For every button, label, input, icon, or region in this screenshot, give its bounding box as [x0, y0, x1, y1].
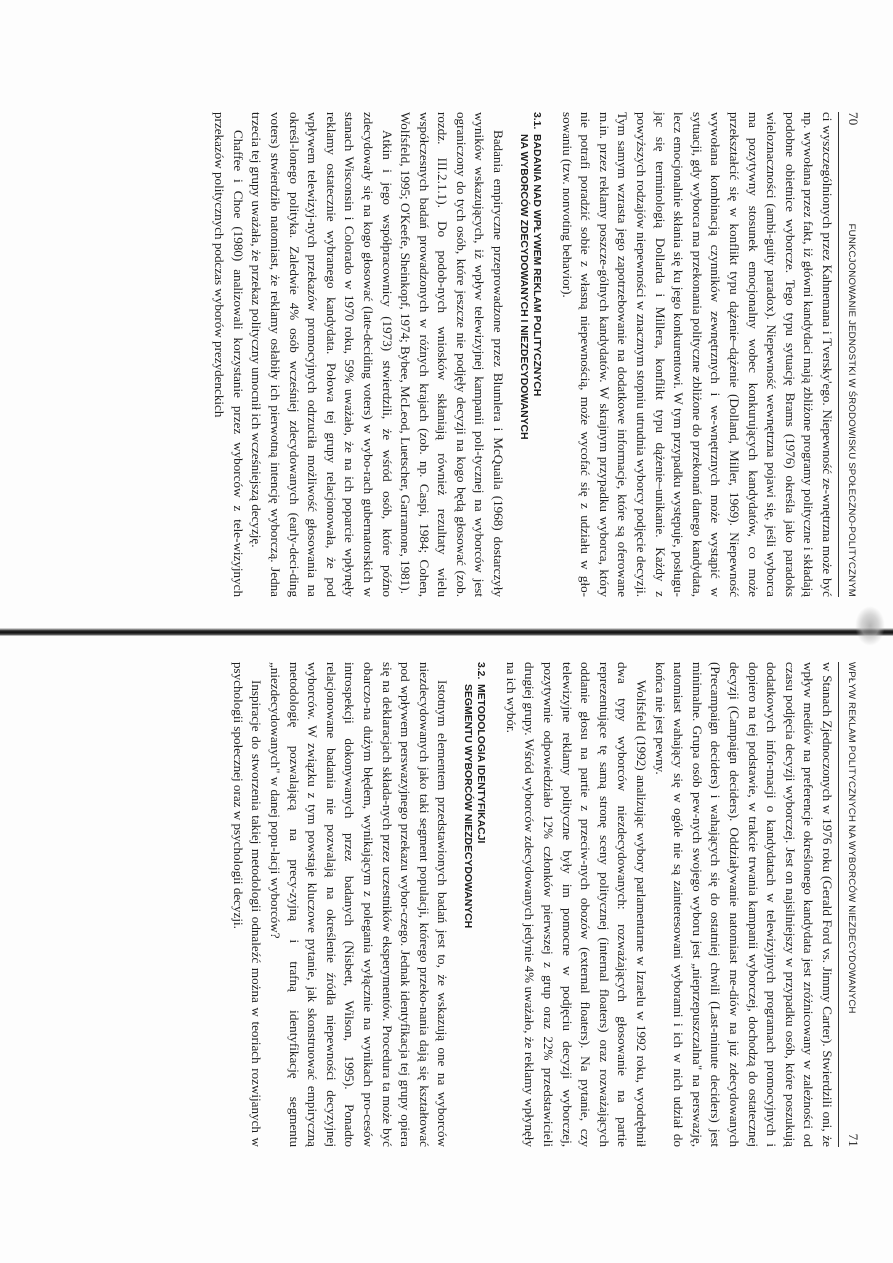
- section-heading-3-2: [461, 662, 487, 1147]
- section-title-line-1: METODOLOGIA IDENTYFIKACJI: [475, 684, 487, 844]
- page-71: [121, 662, 861, 1147]
- right-paragraph-4: Inspiracje do stworzenia takiej metodologii odnaleźć można w teoriach rozwijanych w psychologii społecznej oraz w psychologii decyzji.: [230, 662, 265, 1147]
- section-title-line-2: SEGMENTU WYBORCÓW NIEZDECYDOWANYCH: [462, 684, 474, 929]
- page-number-left: 70: [846, 112, 861, 126]
- section-title-line-1: BADANIA NAD WPŁYWEM REKLAM POLITYCZNYCH: [531, 134, 543, 397]
- section-number: 3.2.: [475, 662, 487, 680]
- page-number-right: 71: [846, 1133, 861, 1147]
- section-title-line-2: NA WYBORCÓW ZDECYDOWANYCH I NIEZDECYDOWANYCH: [518, 134, 530, 440]
- left-paragraph-1: ci wyszczególnionych przez Kahnemana i Tversky'ego. Niepewność ze-wnętrzna może być np. wywołana przez fakt, iż główni kandydaci mają zbliżone programy polityczne i składają podobne obietnice wyborcze. Tego typu sytuację Brams (1976) określa jako paradoks wieloznaczności (ambi-guity paradox). Niepewność wewnętrzna pojawi się, jeśli wyborca ma pozytywny stosunek emocjonalny wobec konkurujących kandydatów, co może przekształcić się w konflikt typu dążenie–dążenie (Dolland, Miller, 1969). Niepewność wywołana kombinacją czynników zewnętrznych i we-wnętrznych może wystąpić w sytuacji, gdy wyborca ma przekonania polityczne zbliżone do przekonań danego kandydata, lecz emocjonalnie skłania się ku jego konkurentowi. W tym przypadku występuje, posługu-jąc się terminologią Dollarda i Millera, konflikt typu dążenie–unikanie. Każdy z powyższych rodzajów niepewności w znacznym stopniu utrudnia wyborcy podjęcie decyzji. Tym samym wzrasta jego zapotrzebowanie na dodatkowe informacje, które są oferowane m.in. przez reklamy poszcze-gólnych kandydatów. W skrajnym przypadku wyborca, który nie potrafi poradzić sobie z własną niepewnością, może wycofać się z udziału w gło-sowaniu (tzw. nonvoting behavior).: [559, 112, 835, 597]
- running-head-left: [838, 112, 862, 597]
- right-paragraph-1: w Stanach Zjednoczonych w 1976 roku (Gerald Ford vs. Jimmy Carter). Stwierdzili oni, że wpływ mediów na preferencje określonego kandydata jest zróżnicowany w zależności od czasu podjęcia decyzji wyborczej. Jest on najsilniejszy w przypadku osób, które poszukują dodatkowych infor-macji o kandydatach w telewizyjnych programach promocyjnych i dopiero na tej podstawie, w trakcie trwania kampanii wyborczej, dochodzą do ostatecznej decyzji (Campaign deciders). Oddziaływanie natomiast me-diów na już zdecydowanych (Precampaign deciders) i wahających się do ostatniej chwili (Last-minute deciders) jest minimalne. Grupa osób pew-nych swojego wyboru jest „nieprzepuszczalna" na perswazję, natomiast wahający się w ogóle nie są zainteresowani wyborami i ich w nich udział do końca nie jest pewny.: [652, 662, 835, 1147]
- left-paragraph-2: Badania empiryczne przeprowadzone przez Blumlera i McQuaila (1968) dostarczyły wyników wskazujących, iż wpływ telewizyjnej kampanii poli-tycznej na wyborców jest ograniczony do tych osób, które jeszcze nie podjęły decyzji na kogo będą głosować (zob. rozdz. III.2.1.1). Do podob-nych wniosków skłaniają również rezultaty wielu współczesnych badań prowadzonych w różnych krajach (zob. np. Caspi, 1984; Cohen, Wolfsfeld, 1995; O'Keefe, Sheinkopf, 1974; Bybee, McLeod, Luetscher, Garramone, 1981).: [398, 112, 507, 597]
- section-heading-3-1: [517, 112, 543, 597]
- running-head-right-text: WPŁYW REKLAM POLITYCZNYCH NA WYBORCÓW NIEZDECYDOWANYCH: [846, 662, 857, 1014]
- page-70: [121, 112, 861, 597]
- running-head-right: [838, 662, 862, 1147]
- left-paragraph-3: Atkin i jego współpracownicy (1973) stwierdzili, że wśród osób, które późno zdecydowały się na kogo głosować (late-deciding voters) w wybo-rach gubernatorskich w stanach Wisconsin i Colorado w 1970 roku, 59% uważało, że na ich poparcie wpłynęły reklamy ostatecznie wybranego kandydata. Połowa tej grupy relacjonowała, że pod wpływem telewizyj-nych przekazów promocyjnych odrzuciła możliwość głosowania na określ-lonego polityka. Zaledwie 4% osób wcześniej zdecydowanych (early-deci-ding voters) stwierdziło natomiast, że reklamy osłabiły ich pierwotną intencję wyborczą. Jedna trzecia tej grupy uważała, że przekaz polityczny umocnił ich wcześniejszą decyzję.: [249, 112, 395, 597]
- running-head-left-text: FUNKCJONOWANIE JEDNOSTKI W ŚRODOWISKU SPOŁECZNO-POLITYCZNYM: [846, 223, 857, 597]
- book-gutter: [0, 628, 893, 636]
- scan-artifact: [855, 606, 885, 646]
- section-number: 3.1.: [531, 112, 543, 130]
- right-paragraph-2: Wolfsfeld (1992) analizując wybory parlamentarne w Izraelu w 1992 roku, wyodrębnił dwa typy wyborców niezdecydowanych: rozważających głosowanie na partie reprezentujące tę samą stronę sceny politycznej (internal floaters) oraz rozważających oddanie głosu na partie z przeciw-nych obozów (external floaters). Na pytanie, czy telewizyjne reklamy polityczne były im pomocne w podjęciu decyzji wyborczej, pozytywnie odpowiedziało 12% członków pierwszej z grup oraz 22% przedstawicieli drugiej grupy. Wśród wyborców zdecydowanych jedynie 4% uważało, że reklamy wpłynęły na ich wybór.: [503, 662, 650, 1147]
- right-paragraph-3: Istotnym elementem przedstawionych badań jest to, że wskazują one na wyborców niezdecydowanych jako taki segment populacji, którego przeko-nania dają się kształtować pod wpływem perswazyjnego przekazu wybor-czego. Jednak identyfikacja tej grupy opiera się na deklaracjach składa-nych przez uczestników eksperymentów. Procedura ta może być obarczo-na dużym błędem, wynikającym z polegania wyłącznie na wynikach pro-cesów introspekcji dokonywanych przez badanych (Nisbett, Wilson, 1995). Ponadto relacjonowane badania nie pozwalają na określenie źródła niepewności decyzyjnej wyborców. W związku z tym powstaje kluczowe pytanie, jak skonstruować empiryczną metodologię pozwalającą na precy-zyjną i trafną identyfikację segmentu „niezdecydowanych" w danej popu-lacji wyborców?: [267, 662, 451, 1147]
- left-paragraph-4: Chaffee i Choe (1980) analizowali korzystanie przez wyborców z tele-wizyjnych przekazów politycznych podczas wyborów prezydenckich: [212, 112, 246, 597]
